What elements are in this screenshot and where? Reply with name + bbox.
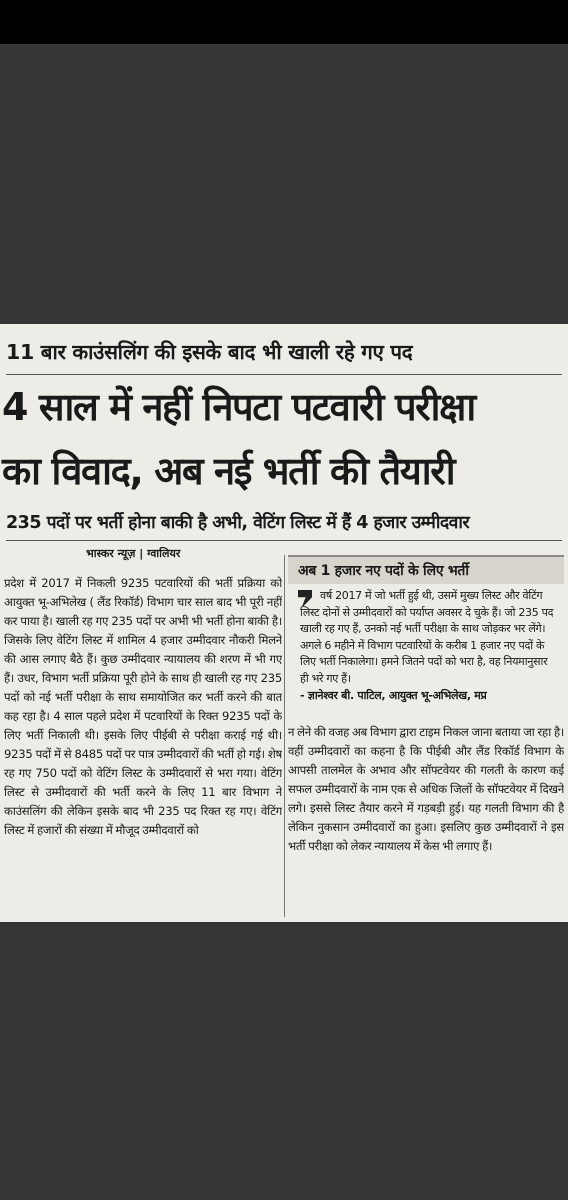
headline-line-2: का विवाद, अब नई भर्ती की तैयारी: [2, 449, 455, 493]
headline-line-1: 4 साल में नहीं निपटा पटवारी परीक्षा: [2, 385, 475, 429]
image-background-bottom: [0, 922, 568, 1200]
sidebar-attribution: - ज्ञानेश्वर बी. पाटिल, आयुक्त भू-अभिलेख, मप्र: [300, 689, 487, 702]
body-left-text: प्रदेश में 2017 में निकली 9235 पटवारियों की भर्ती प्रक्रिया को आयुक्त भू-अभिलेख ( लैंड रिकॉर्ड) विभाग चार साल बाद भी पूरी नहीं कर पाया है। खाली रह गए 235 पदों पर अभी भी भर्ती होना बाकी है। जिसके लिए वेटिंग लिस्ट में शामिल 4 हजार उम्मीदवार नौकरी मिलने की आस लगाए बैठे हैं। कुछ उम्मीदवार न्यायालय की शरण में भी गए हैं। उधर, विभाग भर्ती प्रक्रिया पूरी होने के साथ ही खाली रह गए 235 पदों को नई भर्ती परीक्षा के साथ समायोजित कर भर्ती करने की बात कह रहा है। 4 साल पहले प्रदेश में पटवारियों के रिक्त 9235 पदों के लिए भर्ती निकाली थी। इसके लिए पीईबी से परीक्षा कराई गई थी। 9235 पदों में से 8485 पदों पर पात्र उम्मीदवारों की भर्ती हो गई। शेष रह गए 750 पदों को वेटिंग लिस्ट के उम्मीदवारों से भरा गया। वेटिंग लिस्ट से उम्मीदवारों की भर्ती करने के लिए 11 बार विभाग ने काउंसलिंग की लेकिन इसके बाद भी 235 पद रिक्त रह गए। वेटिंग लिस्ट में हजारों की संख्या में मौजूद उम्मीदवारों को: [4, 576, 282, 837]
article-byline: भास्कर न्यूज़ | ग्वालियर: [86, 547, 181, 560]
sidebar-quote: वर्ष 2017 में जो भर्ती हुई थी, उसमें मुख्य लिस्ट और वेटिंग लिस्ट दोनों से उम्मीदवारों को पर्याप्त अवसर दे चुके हैं। जो 235 पद खाली रह गए हैं, उनको नई भर्ती परीक्षा के साथ जोड़कर भर लेंगे। अगले 6 महीने में विभाग पटवारियों के करीब 1 हजार नए पदों के लिए भर्ती निकालेगा। हमने जितने पदों को भरा है, वह नियमानुसार ही भरे गए हैं।: [300, 589, 554, 685]
status-bar: [0, 0, 568, 44]
kicker-rule: [6, 374, 562, 375]
column-divider: [284, 555, 285, 917]
article-body-left: [4, 574, 282, 918]
sidebar-body: [288, 584, 564, 705]
body-right-text: न लेने की वजह अब विभाग द्वारा टाइम निकल जाना बताया जा रहा है। वहीं उम्मीदवारों का कहना है कि पीईबी और लैंड रिकॉर्ड विभाग के आपसी तालमेल के अभाव और सॉफ्टवेयर की गलती के कारण कई सफल उम्मीदवारों के नाम एक से अधिक जिलों के सॉफ्टवेयर में दिखने लगे। इससे लिस्ट तैयार करने में गड़बड़ी हुई। यह गलती विभाग की है लेकिन नुकसान उम्मीदवारों का हुआ। इसलिए कुछ उम्मीदवारों ने इस भर्ती परीक्षा को लेकर न्यायालय में केस भी लगाए हैं।: [288, 725, 564, 853]
sidebar-title: अब 1 हजार नए पदों के लिए भर्ती: [288, 555, 564, 584]
article-body-right: [288, 723, 564, 913]
article-subhead: 235 पदों पर भर्ती होना बाकी है अभी, वेटिंग लिस्ट में हैं 4 हजार उम्मीदवार: [6, 513, 470, 533]
image-background-top: [0, 44, 568, 324]
quote-sidebar: [288, 555, 564, 719]
newspaper-clipping[interactable]: [0, 324, 568, 922]
article-kicker: 11 बार काउंसलिंग की इसके बाद भी खाली रहे गए पद: [6, 340, 413, 364]
subhead-rule: [6, 540, 562, 541]
